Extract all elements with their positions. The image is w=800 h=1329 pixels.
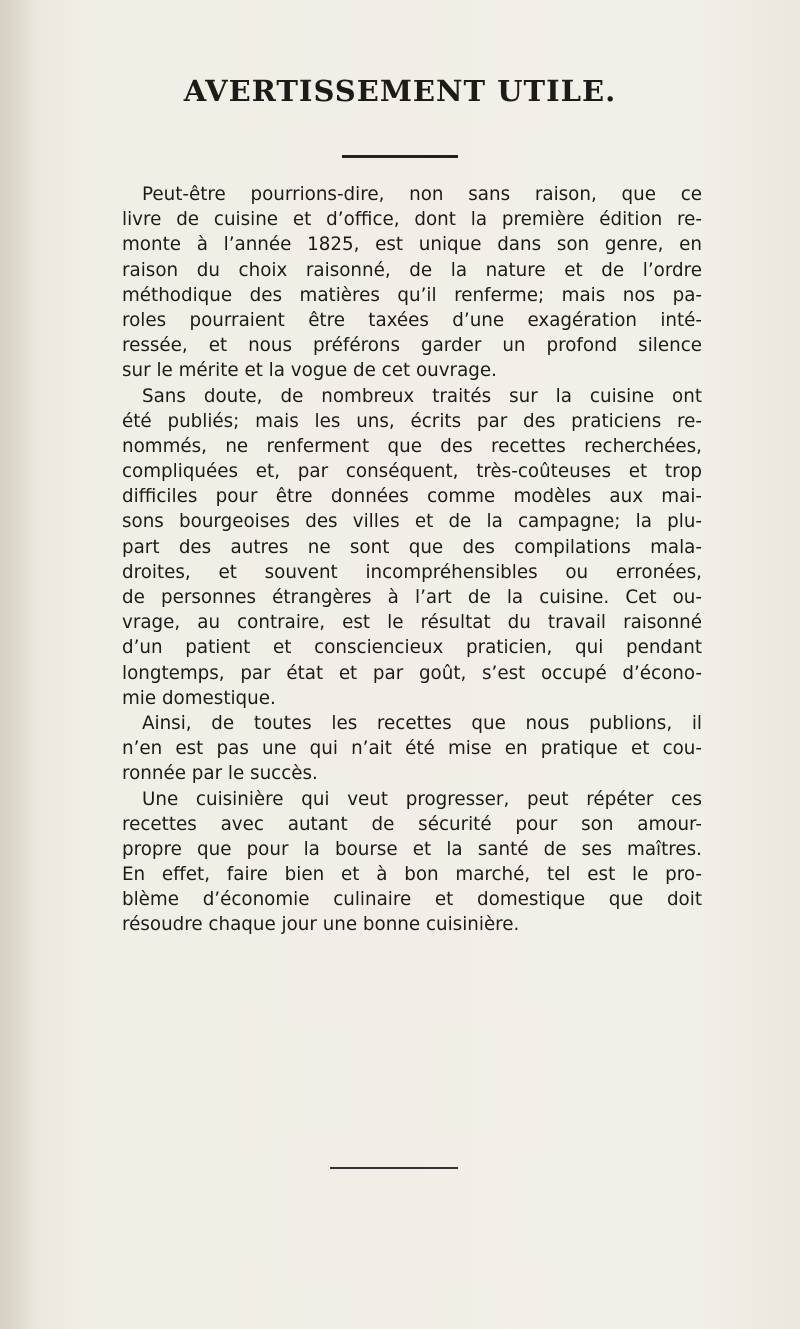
title-rule bbox=[342, 155, 458, 158]
text-line: résoudre chaque jour une bonne cuisinière. bbox=[122, 914, 520, 936]
text-line: blème d’économie culinaire et domestique que doit bbox=[122, 889, 702, 911]
text-line: monte à l’année 1825, est unique dans son genre, en bbox=[122, 234, 702, 256]
text-line: propre que pour la bourse et la santé de ses maîtres. bbox=[122, 838, 702, 860]
text-line: sur le mérite et la vogue de cet ouvrage. bbox=[122, 360, 497, 382]
text-line: longtemps, par état et par goût, s’est occupé d’écono- bbox=[122, 662, 702, 684]
page-title: AVERTISSEMENT UTILE. bbox=[183, 74, 617, 108]
text-line: Peut-être pourrions-dire, non sans raison, que ce bbox=[142, 184, 702, 205]
text-line: part des autres ne sont que des compilations mala- bbox=[122, 536, 702, 558]
text-line: Ainsi, de toutes les recettes que nous publions, il bbox=[142, 712, 702, 734]
text-line: nommés, ne renferment que des recettes recherchées, bbox=[122, 435, 702, 457]
text-line: sons bourgeoises des villes et de la campagne; la plu- bbox=[122, 511, 702, 533]
page-edge-shadow bbox=[0, 0, 34, 1329]
text-line: Une cuisinière qui veut progresser, peut répéter ces bbox=[142, 788, 702, 810]
text-line: raison du choix raisonné, de la nature et de l’ordre bbox=[122, 259, 702, 281]
text-line: compliquées et, par conséquent, très-coûteuses et trop bbox=[122, 461, 702, 483]
text-line: vrage, au contraire, est le résultat du travail raisonné bbox=[122, 612, 702, 634]
text-line: difficiles pour être données comme modèles aux mai- bbox=[122, 486, 702, 508]
text-line: livre de cuisine et d’office, dont la première édition re- bbox=[122, 209, 702, 231]
text-line: Sans doute, de nombreux traités sur la cuisine ont bbox=[142, 385, 702, 407]
closing-rule bbox=[330, 1167, 458, 1169]
text-line: ressée, et nous préférons garder un profond silence bbox=[122, 335, 702, 357]
text-line: ronnée par le succès. bbox=[122, 763, 318, 785]
text-line: mie domestique. bbox=[122, 687, 276, 709]
text-line: n’en est pas une qui n’ait été mise en pratique et cou- bbox=[122, 738, 702, 760]
text-line: roles pourraient être taxées d’une exagération inté- bbox=[122, 309, 702, 331]
text-line: méthodique des matières qu’il renferme; mais nos pa- bbox=[122, 284, 702, 306]
text-line: En effet, faire bien et à bon marché, tel est le pro- bbox=[122, 864, 702, 886]
text-line: recettes avec autant de sécurité pour son amour- bbox=[122, 813, 702, 835]
text-line: été publiés; mais les uns, écrits par des praticiens re- bbox=[122, 410, 702, 432]
text-line: droites, et souvent incompréhensibles ou erronées, bbox=[122, 561, 702, 583]
text-line: de personnes étrangères à l’art de la cuisine. Cet ou- bbox=[122, 587, 702, 608]
text-line: d’un patient et consciencieux praticien, qui pendant bbox=[122, 637, 702, 659]
body-text bbox=[122, 182, 702, 938]
